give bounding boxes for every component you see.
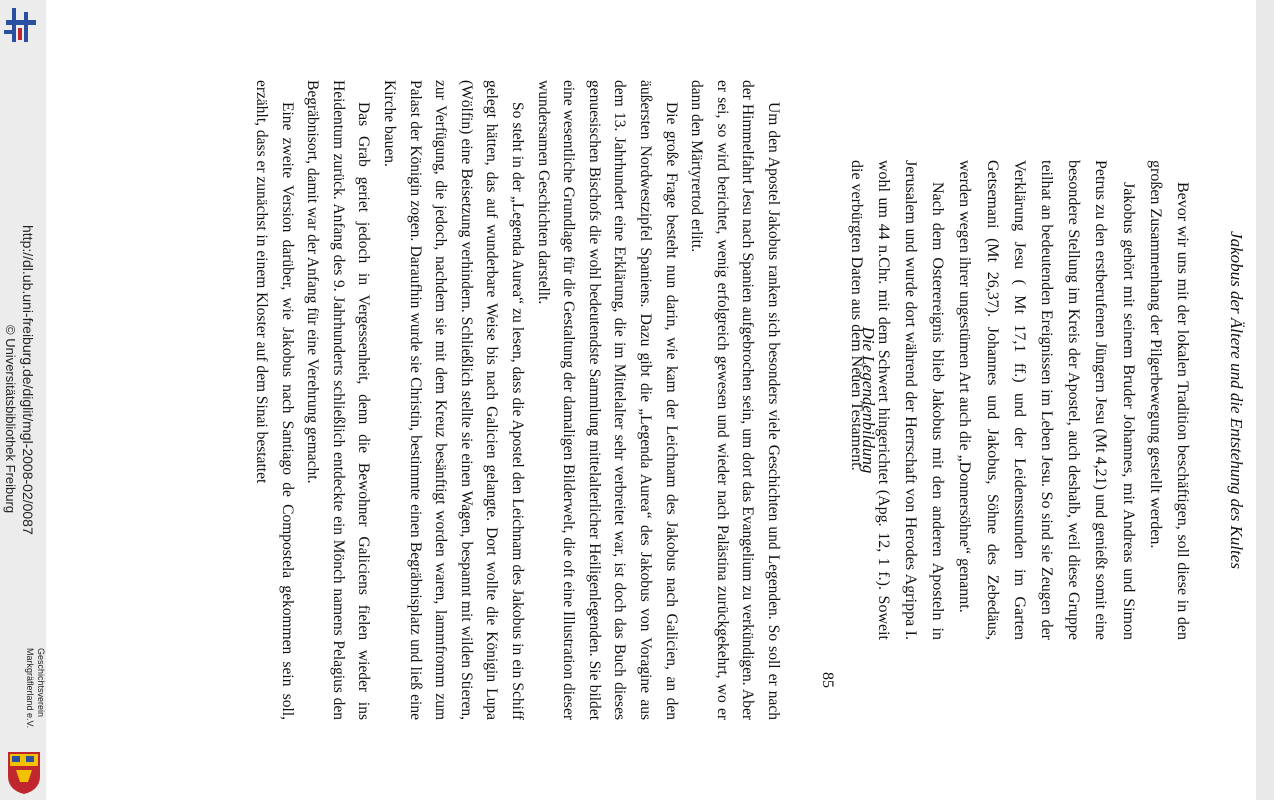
society-name-line1: Geschichtsverein [36, 648, 46, 718]
paragraph: Das Grab geriet jedoch in Vergessenheit, denn die Bewohner Galiciens fielen wieder ins Heidentum zurück. Anfang des 9. Jahrhunderts schließlich entdeckte ein Mönch namens Pelagius den Begräbnisort, damit war der Anfang für eine Verehrung gemacht. [304, 80, 373, 720]
society-name-line2: Markgräflerland e.V. [25, 648, 35, 729]
paragraph: Nach dem Osterereignis blieb Jakobus mit den anderen Aposteln in Jerusalem und wurde dort während der Herrschaft von Herodes Agrippa I. wohl um 44 n.Chr. mit dem Schwert hingerichtet (Apg. 12, 1 f.). Soweit die verbürgten Daten aus dem Neuen Testament. [847, 160, 947, 640]
column-lower [249, 80, 786, 720]
paragraph: Eine zweite Version darüber, wie Jakobus nach Santiago de Compostela gekommen sein soll, erzählt, dass er zunächst in einem Kloster auf dem Sinai bestattet [253, 80, 296, 720]
copyright-vertical-text [2, 325, 18, 705]
paragraph: Bevor wir uns mit der lokalen Tradition beschäftigen, soll diese in den großen Zusammenhang der Pilgerbewegung gestellt werden. [1146, 160, 1191, 640]
paragraph: Jakobus gehört mit seinem Bruder Johannes, mit Andreas und Simon Petrus zu den erstberufenen Jüngern Jesu (Mt 4,21) und genießt somit eine besondere Stellung im Kreis der Apostel, auch deshalb, weil diese Gruppe teilhat an bedeutenden Ereignissen im Leben Jesu. So sind sie Zeugen der Verklärung Jesu ( Mt 17,1 ff.) und der Leidensstunden im Garten Getsemani (Mt 26,37). Johannes und Jakobus, Söhne des Zebedäus, werden wegen ihrer ungestümen Art auch die „Donnersöhne“ genannt. [956, 160, 1137, 640]
society-crest-icon [4, 748, 44, 796]
page-number: 85 [819, 672, 836, 688]
copyright-text: © Universitätsbibliothek Freiburg [3, 325, 18, 514]
left-margin-strip [0, 0, 46, 800]
document-page [46, 0, 1256, 800]
url-vertical-text[interactable] [18, 225, 36, 605]
section-heading: Die Legendenbildung [859, 326, 878, 474]
running-head: Jakobus der Ältere und die Entstehung des Kultes [1227, 231, 1246, 569]
diglit-url-link[interactable]: http://dl.ub.uni-freiburg.de/diglit/mgl-2008-02/0087 [20, 225, 36, 535]
right-margin-strip [1256, 0, 1274, 800]
rotated-page-content [46, 0, 1256, 800]
paragraph: Die große Frage besteht nun darin, wie kam der Leichnam des Jakobus nach Galicien, an den äußersten Nordwestzipfel Spaniens. Dazu gibt die „Legenda Aurea“ des Jakobus von Voragine aus dem 13. Jahrhundert eine Erklärung, die im Mittelalter sehr verbreitet war, ist doch das Buch dieses genuesischen Bischofs die wohl bedeutendste Sammlung mittelalterlicher Heiligenlegenden. Sie bildet eine wesentliche Grundlage für die Gestaltung der damaligen Bilderwelt, die oft eine Illustration dieser wundersamen Geschichten darstellt. [534, 80, 680, 720]
paragraph: So steht in der „Legenda Aurea“ zu lesen, dass die Apostel den Leichnam des Jakobus in ein Schiff gelegt hätten, das auf wunderbare Weise bis nach Galicien gelangte. Dort wollte die Königin Lupa (Wölfin) eine Beisetzung verhindern. Schließlich stellte sie einen Wagen, bespannt mit wilden Stieren, zur Verfügung, die jedoch, nachdem sie mit dem Kreuz besänftigt worden waren, lammfromm zum Palast der Königin zogen. Daraufhin wurde sie Christin, bestimmte einen Begräbnisplatz und ließ eine Kirche bauen. [381, 80, 527, 720]
paragraph: Um den Apostel Jakobus ranken sich besonders viele Geschichten und Legenden. So soll er nach der Himmelfahrt Jesu nach Spanien aufgebrochen sein, um dort das Evangelium zu verkündigen. Aber er sei, so wird berichtet, wenig erfolgreich gewesen und wieder nach Palästina zurückgekehrt, wo er dann den Märtyrertod erlitt. [688, 80, 782, 720]
column-upper [842, 160, 1196, 640]
university-logo-icon [2, 6, 40, 46]
